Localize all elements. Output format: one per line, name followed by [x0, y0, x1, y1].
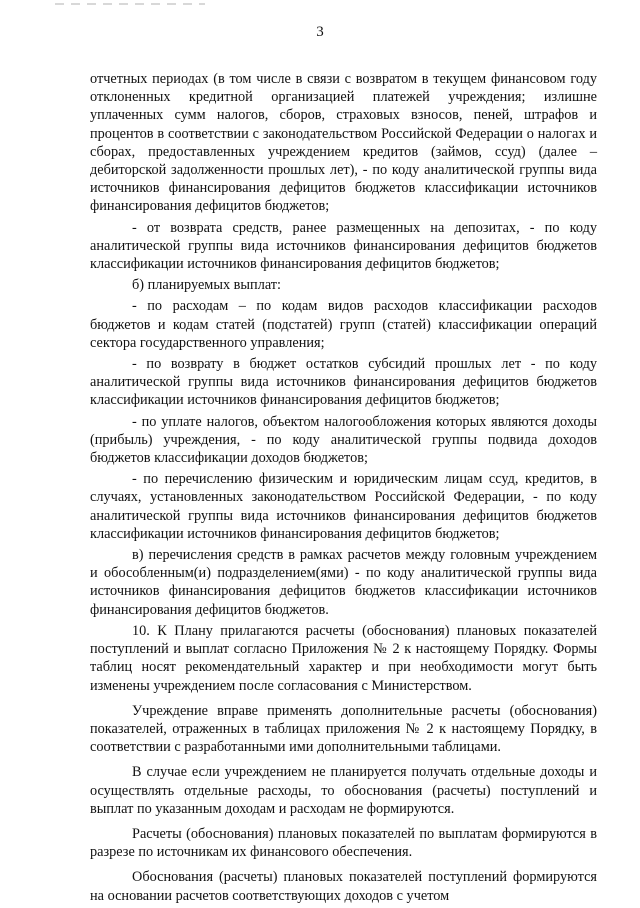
paragraph-revenue-justification: Обоснования (расчеты) плановых показателей поступлений формируются на основании расчетов соответствующих доходов с учетом [90, 869, 597, 904]
document-body [90, 70, 597, 908]
paragraph-continuation: отчетных периодах (в том числе в связи с возвратом в текущем финансовом году отклоненных кредитной организацией платежей учреждения; излишне уплаченных сумм налогов, сборов, страховых взносов, пеней, штрафов и процентов в соответствии с законодательством Российской Федерации о налогах и сборах, предоставленных учреждением кредитов (займов, ссуд) (далее – дебиторской задолженности прошлых лет), - по коду аналитической группы вида источников финансирования дефицитов бюджетов классификации источников финансирования дефицитов бюджетов; [90, 71, 597, 215]
paragraph-planned-payments-heading: б) планируемых выплат: [132, 277, 282, 294]
paragraph-transfers: в) перечисления средств в рамках расчетов между головным учреждением и обособленным(и) подразделением(ями) - по коду аналитической группы вида источников финансирования дефицитов бюджетов классификации источников финансирования дефицитов бюджетов. [90, 547, 597, 618]
paragraph-calculations-by-source: Расчеты (обоснования) плановых показателей по выплатам формируются в разрезе по источникам их финансового обеспечения. [90, 825, 597, 861]
paragraph-subsidy-return: - по возврату в бюджет остатков субсидий прошлых лет - по коду аналитической группы вида источников финансирования дефицитов бюджетов классификации источников финансирования дефицитов бюджетов; [90, 356, 597, 409]
page-number: 3 [316, 24, 324, 40]
paragraph-expenses: - по расходам – по кодам видов расходов классификации расходов бюджетов и кодам статей (подстатей) групп (статей) классификации операций сектора государственного управления; [90, 298, 597, 351]
scan-artifact [55, 3, 205, 5]
paragraph-deposits: - от возврата средств, ранее размещенных на депозитах, - по коду аналитической группы вида источников финансирования дефицитов бюджетов классификации источников финансирования дефицитов бюджетов; [90, 219, 597, 273]
paragraph-taxes: - по уплате налогов, объектом налогообложения которых являются доходы (прибыль) учреждения, - по коду аналитической группы подвида доходов бюджетов классификации доходов бюджетов; [90, 413, 597, 467]
paragraph-item-10: 10. К Плану прилагаются расчеты (обоснования) плановых показателей поступлений и выплат согласно Приложения № 2 к настоящему Порядку. Формы таблиц носят рекомендательный характер и при необходимости могут быть изменены учреждением после согласования с Министерством. [90, 622, 597, 694]
paragraph-loans: - по перечислению физическим и юридическим лицам ссуд, кредитов, в случаях, установленных законодательством Российской Федерации, - по коду аналитической группы вида источников финансирования дефицитов бюджетов классификации источников финансирования дефицитов бюджетов; [90, 471, 597, 542]
paragraph-additional-calculations: Учреждение вправе применять дополнительные расчеты (обоснования) показателей, отраженных в таблицах приложения № 2 к настоящему Порядку, в соответствии с разработанными ими дополнительными таблицами. [90, 702, 597, 756]
paragraph-not-planned: В случае если учреждением не планируется получать отдельные доходы и осуществлять отдельные расходы, то обоснования (расчеты) поступлений и выплат по указанным доходам и расходам не формируются. [90, 764, 597, 817]
